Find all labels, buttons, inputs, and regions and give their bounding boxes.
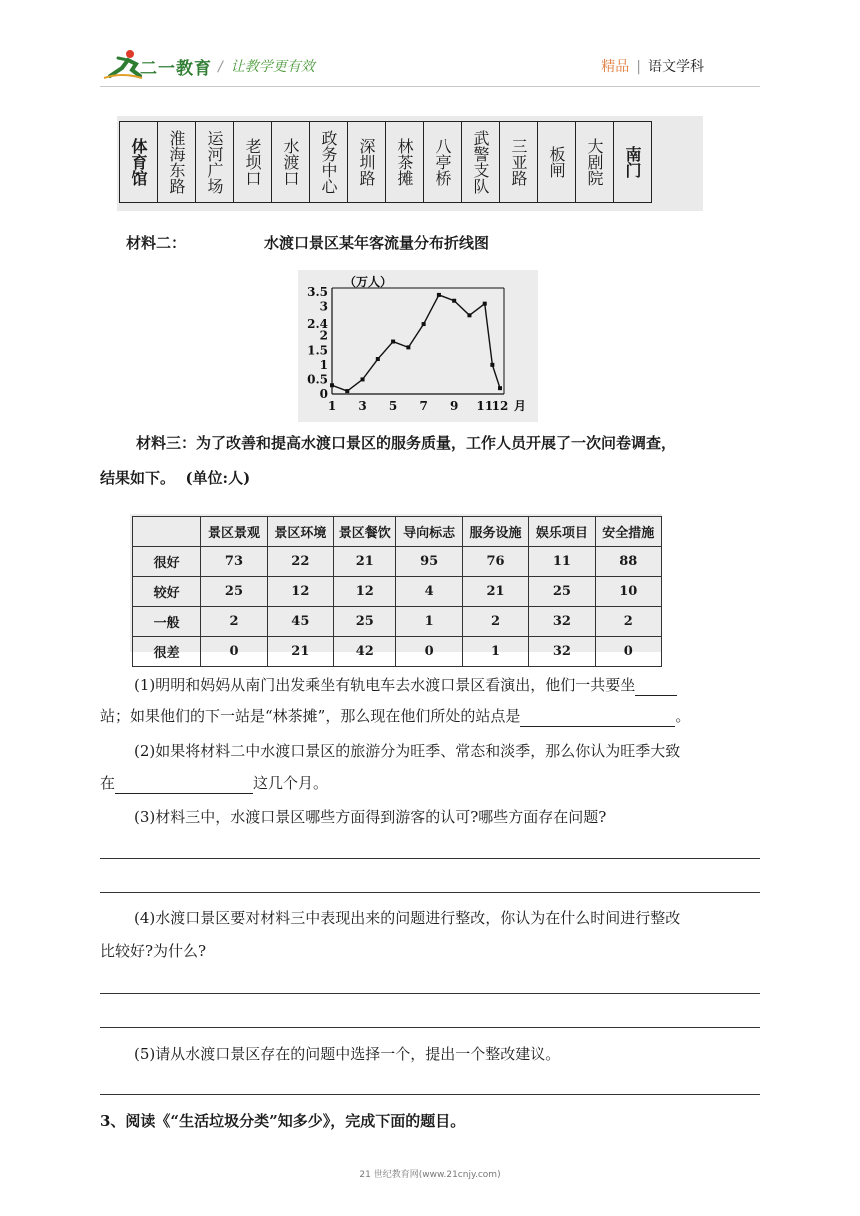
question-4: (4)水渡口景区要对材料三中表现出来的问题进行整改，你认为在什么时间进行整改	[134, 909, 681, 927]
y-tick-label: 2.4	[307, 317, 328, 332]
data-point	[437, 293, 441, 297]
station-cell: 老坝口	[234, 122, 272, 203]
q1-period: 。	[675, 707, 691, 725]
x-tick-label: 7	[419, 399, 428, 413]
survey-cell: 1	[396, 607, 462, 637]
survey-cell: 45	[267, 607, 333, 637]
station-cell: 板闸	[538, 122, 576, 203]
survey-row	[133, 577, 662, 607]
y-tick-label: 2	[319, 328, 328, 343]
q4-answer-line-2[interactable]	[100, 1027, 760, 1028]
y-tick-label: 3.5	[307, 285, 328, 299]
x-tick-label: 3	[358, 399, 367, 413]
data-point	[376, 357, 380, 361]
x-axis-unit: 月	[514, 399, 527, 413]
q2-text-b: 在	[100, 774, 116, 792]
station-cell: 林茶摊	[386, 122, 424, 203]
question-2: (2)如果将材料二中水渡口景区的旅游分为旺季、常态和淡季，那么你认为旺季大致	[134, 742, 681, 760]
survey-cell: 0	[595, 637, 661, 667]
page-footer: 21 世纪教育网(www.21cnjy.com)	[359, 1170, 501, 1180]
question-1-cont	[100, 705, 690, 727]
y-tick-label: 1.5	[307, 343, 328, 358]
survey-header-cell: 安全措施	[595, 517, 661, 547]
survey-cell: 42	[334, 637, 396, 667]
logo-text: 二一教育	[140, 59, 212, 79]
survey-cell: 95	[396, 547, 462, 577]
x-tick-label: 12	[491, 399, 509, 413]
slogan-text: 让教学更有效	[230, 59, 315, 75]
y-tick-label: 1	[319, 357, 328, 372]
data-point	[406, 345, 410, 349]
q3-answer-line-2[interactable]	[100, 892, 760, 893]
header-divider	[100, 86, 760, 87]
survey-row	[133, 637, 662, 667]
data-point	[490, 363, 494, 367]
material2-title: 水渡口景区某年客流量分布折线图	[264, 234, 490, 252]
q2-answer-blank[interactable]	[115, 775, 253, 794]
survey-header-cell: 景区餐饮	[334, 517, 396, 547]
station-cell: 八亭桥	[424, 122, 462, 203]
survey-header-cell: 景区环境	[267, 517, 333, 547]
material3-intro-cont: 结果如下。 (单位:人)	[100, 469, 251, 487]
survey-row	[133, 607, 662, 637]
station-cell: 三亚路	[500, 122, 538, 203]
chart-svg	[298, 270, 538, 422]
survey-cell: 32	[529, 607, 595, 637]
question-1	[134, 674, 677, 696]
q2-text-c: 这几个月。	[253, 774, 329, 792]
survey-cell: 一般	[133, 607, 201, 637]
station-cell: 深圳路	[348, 122, 386, 203]
material3-intro: 材料三：为了改善和提高水渡口景区的服务质量，工作人员开展了一次问卷调查，	[136, 434, 677, 452]
data-point	[498, 386, 502, 390]
survey-cell: 很差	[133, 637, 201, 667]
station-cell: 水渡口	[272, 122, 310, 203]
q1-text-a: (1)明明和妈妈从南门出发乘坐有轨电车去水渡口景区看演出，他们一共要坐	[134, 676, 636, 694]
survey-cell: 25	[201, 577, 267, 607]
q3-answer-line-1[interactable]	[100, 858, 760, 859]
header-tags: 精品 | 语文学科	[601, 59, 704, 75]
survey-header-cell: 导向标志	[396, 517, 462, 547]
survey-cell: 2	[462, 607, 528, 637]
q5-answer-line[interactable]	[100, 1094, 760, 1095]
survey-cell: 12	[334, 577, 396, 607]
data-point	[345, 389, 349, 393]
material2-label: 材料二：	[126, 234, 187, 252]
survey-cell: 76	[462, 547, 528, 577]
q1-answer-blank-2[interactable]	[520, 708, 675, 727]
survey-cell: 10	[595, 577, 661, 607]
x-tick-label: 5	[388, 399, 398, 413]
survey-cell: 较好	[133, 577, 201, 607]
q4-answer-line-1[interactable]	[100, 993, 760, 994]
q1-text-b: 站；如果他们的下一站是“林茶摊”，那么现在他们所处的站点是	[100, 707, 521, 725]
survey-header-cell: 服务设施	[462, 517, 528, 547]
data-point	[391, 340, 395, 344]
station-cell: 大剧院	[576, 122, 614, 203]
header-slogan: / 让教学更有效	[218, 59, 315, 75]
data-point	[361, 377, 365, 381]
survey-row	[133, 547, 662, 577]
station-cell: 武警支队	[462, 122, 500, 203]
section-3-heading: 3、阅读《“生活垃圾分类”知多少》，完成下面的题目。	[100, 1112, 466, 1130]
station-cell: 运河广场	[196, 122, 234, 203]
x-tick-label: 1	[327, 399, 337, 413]
survey-cell: 2	[595, 607, 661, 637]
survey-cell: 22	[267, 547, 333, 577]
station-cell: 淮海东路	[158, 122, 196, 203]
survey-cell: 很好	[133, 547, 201, 577]
question-3: (3)材料三中，水渡口景区哪些方面得到游客的认可?哪些方面存在问题?	[134, 808, 607, 826]
survey-header-cell: 娱乐项目	[529, 517, 595, 547]
survey-cell: 12	[267, 577, 333, 607]
tag-subject: 语文学科	[648, 59, 704, 75]
data-point	[330, 383, 334, 387]
survey-cell: 21	[334, 547, 396, 577]
station-cell: 南门	[614, 122, 652, 203]
survey-cell: 73	[201, 547, 267, 577]
survey-header-cell	[133, 517, 201, 547]
tag-premium: 精品	[601, 59, 630, 75]
question-4-cont: 比较好?为什么?	[100, 942, 207, 960]
survey-cell: 2	[201, 607, 267, 637]
survey-cell: 88	[595, 547, 661, 577]
x-tick-label: 11	[476, 399, 494, 413]
q1-answer-blank-1[interactable]	[635, 677, 677, 696]
station-table	[117, 116, 703, 211]
survey-cell: 0	[396, 637, 462, 667]
data-point	[483, 302, 487, 306]
visitor-line-chart	[298, 270, 538, 422]
survey-cell: 1	[462, 637, 528, 667]
data-point	[422, 322, 426, 326]
survey-cell: 32	[529, 637, 595, 667]
survey-cell: 11	[529, 547, 595, 577]
x-tick-label: 9	[450, 399, 459, 413]
y-axis-label: （万人）	[344, 275, 393, 289]
data-point	[452, 299, 456, 303]
data-point	[467, 313, 471, 317]
survey-cell: 4	[396, 577, 462, 607]
question-5: (5)请从水渡口景区存在的问题中选择一个，提出一个整改建议。	[134, 1045, 561, 1063]
survey-cell: 21	[462, 577, 528, 607]
series-line	[332, 295, 500, 391]
station-cell: 体育馆	[120, 122, 158, 203]
y-tick-label: 0	[319, 387, 328, 401]
survey-table	[130, 514, 662, 661]
survey-cell: 25	[529, 577, 595, 607]
survey-header-cell: 景区景观	[201, 517, 267, 547]
survey-cell: 21	[267, 637, 333, 667]
survey-cell: 0	[201, 637, 267, 667]
station-cell: 政务中心	[310, 122, 348, 203]
question-2-cont	[100, 772, 328, 794]
y-tick-label: 0.5	[307, 372, 328, 387]
y-tick-label: 3	[319, 299, 328, 314]
survey-cell: 25	[334, 607, 396, 637]
